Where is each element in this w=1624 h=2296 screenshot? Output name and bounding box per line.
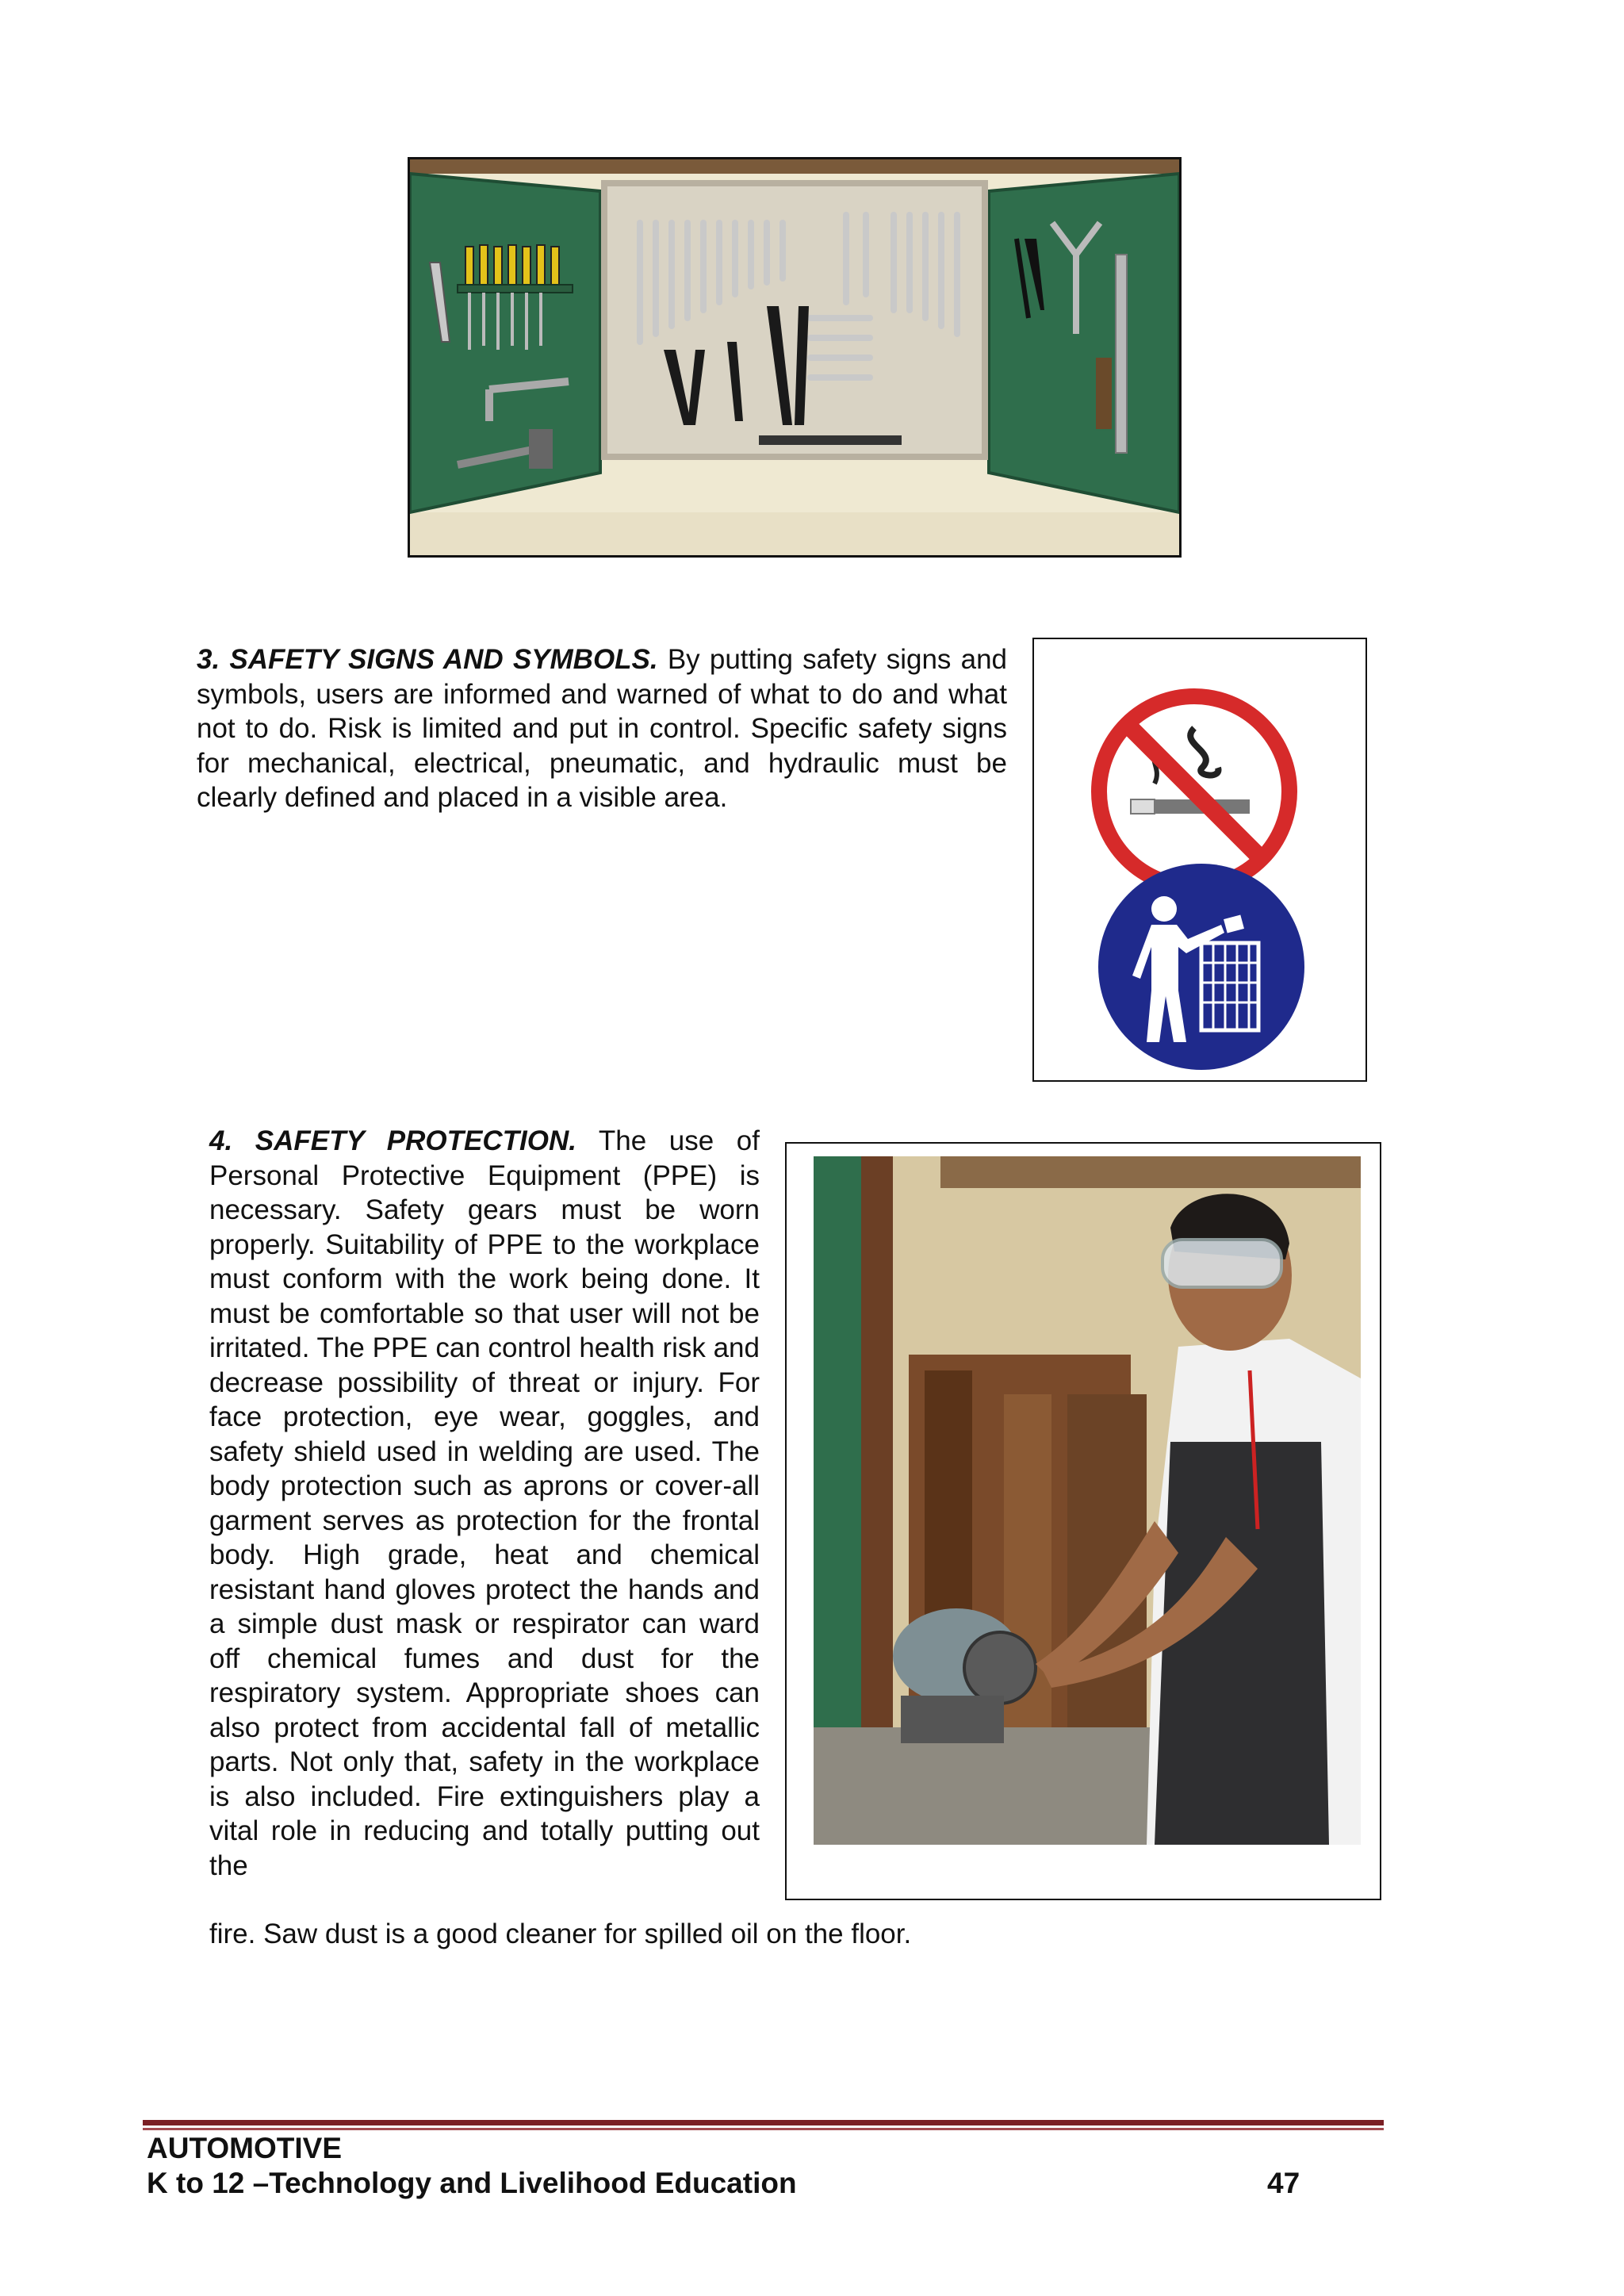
footer-course: K to 12 –Technology and Livelihood Education [147, 2167, 797, 2199]
section-3-body: By putting safety signs and symbols, users are informed and warned of what to do and what not to do. Risk is limited and put in control. Specific safety signs for mechanical, electrical, pneumatic, and hydraulic must be clearly defined and placed in a visible area. [197, 644, 1007, 813]
section-4-heading: 4. SAFETY PROTECTION. [209, 1125, 576, 1156]
student-grinder-photo [814, 1156, 1361, 1845]
safety-signs-box [1032, 638, 1367, 1082]
footer-rule-thin [143, 2128, 1384, 2130]
section-4-paragraph [209, 1124, 760, 1883]
page-number: 47 [1267, 2167, 1300, 2199]
section-3-paragraph [197, 642, 1007, 815]
footer-subject: AUTOMOTIVE [147, 2132, 342, 2164]
student-photo-box [785, 1142, 1381, 1900]
section-4-last-line-text: fire. Saw dust is a good cleaner for spilled oil on the floor. [209, 1918, 912, 1949]
section-3-heading: 3. SAFETY SIGNS AND SYMBOLS. [197, 644, 658, 675]
section-4-last-line [209, 1917, 1240, 1952]
section-4-body: The use of Personal Protective Equipment (PPE) is necessary. Safety gears must be worn properly. Suitability of PPE to the workplace must conform with the work being done. It must be comfortable so that user will not be irritated. The PPE can control health risk and decrease possibility of threat or injury. For face protection, eye wear, goggles, and safety shield used in welding are used. The body protection such as aprons or cover-all garment serves as protection for the frontal body. High grade, heat and chemical resistant hand gloves protect the hands and a simple dust mask or respirator can ward off chemical fumes and dust for the respiratory system. Appropriate shoes can also protect from accidental fall of metallic parts. Not only that, safety in the workplace is also included. Fire extinguishers play a vital role in reducing and totally putting out the [209, 1125, 760, 1881]
dispose-litter-sign-icon [1094, 860, 1308, 1074]
footer-rule [143, 2120, 1384, 2125]
tool-cabinet-photo [408, 157, 1182, 558]
